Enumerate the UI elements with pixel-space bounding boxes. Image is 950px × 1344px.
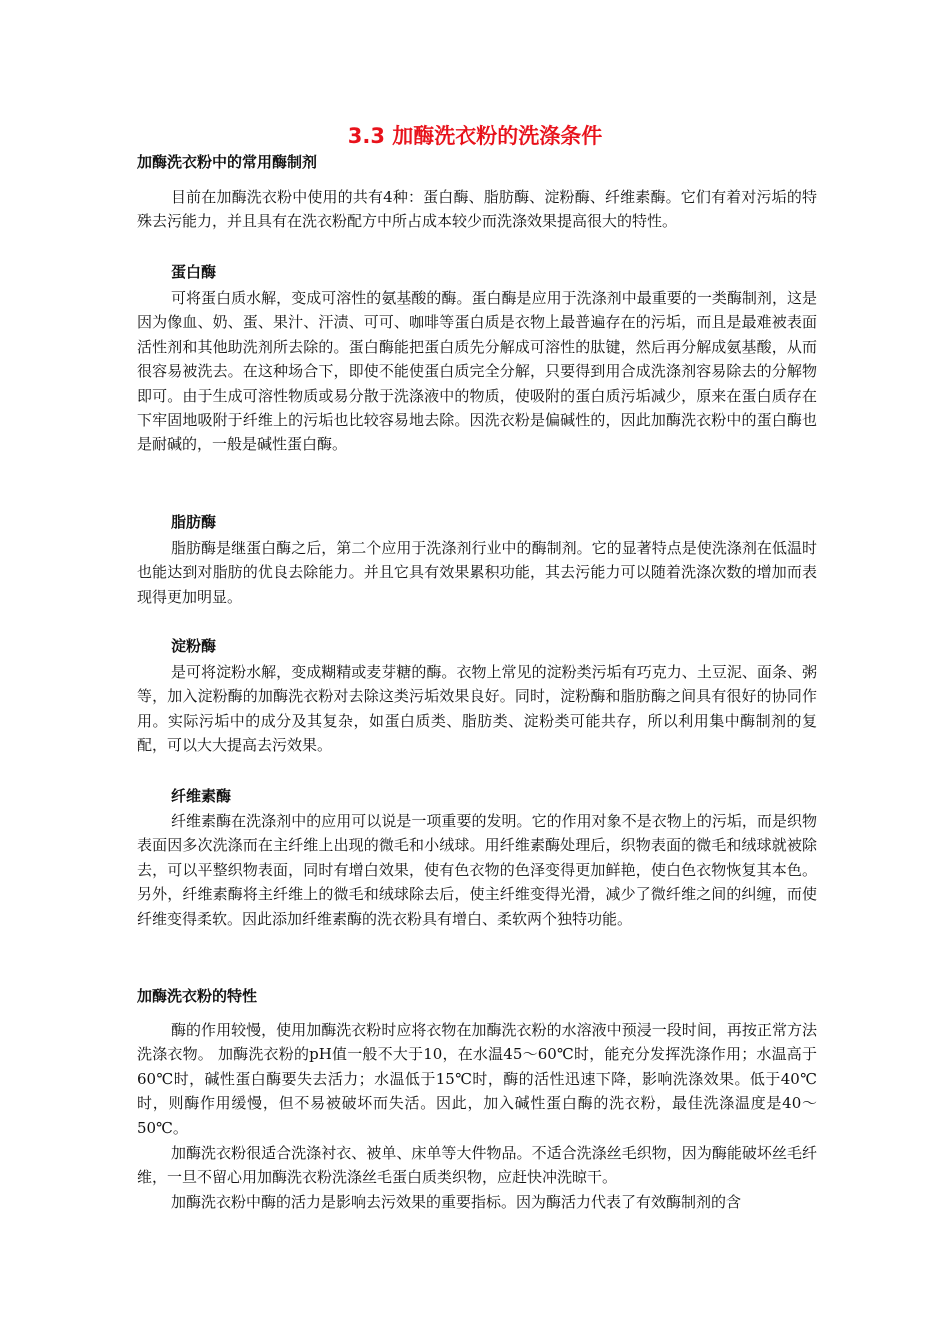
section-heading-common-enzymes: 加酶洗衣粉中的常用酶制剂 — [137, 153, 318, 171]
cellulase-paragraph: 纤维素酶在洗涤剂中的应用可以说是一项重要的发明。它的作用对象不是衣物上的污垢，而是织物表面因多次洗涤而在主纤维上出现的微毛和小绒球。用纤维素酶处理后，织物表面的微毛和绒球就被除去，可以平整织物表面，同时有增白效果，使有色衣物的色泽变得更加鲜艳，使白色衣物恢复其本色。另外，纤维素酶将主纤维上的微毛和绒球除去后，使主纤维变得光滑，减少了微纤维之间的纠缠，而使纤维变得柔软。因此添加纤维素酶的洗衣粉具有增白、柔软两个独特功能。 — [137, 812, 817, 928]
protease-paragraph: 可将蛋白质水解，变成可溶性的氨基酸的酶。蛋白酶是应用于洗涤剂中最重要的一类酶制剂，这是因为像血、奶、蛋、果汁、汗渍、可可、咖啡等蛋白质是衣物上最普遍存在的污垢，而且是最难被表面活性剂和其他助洗剂所去除的。蛋白酶能把蛋白质先分解成可溶性的肽键，然后再分解成氨基酸，从而很容易被洗去。在这种场合下，即使不能使蛋白质完全分解，只要得到用合成洗涤剂容易除去的分解物即可。由于生成可溶性物质或易分散于洗涤液中的物质，使吸附的蛋白质污垢减少，原来在蛋白质存在下牢固地吸附于纤维上的污垢也比较容易地去除。因洗衣粉是偏碱性的，因此加酶洗衣粉中的蛋白酶也是耐碱的，一般是碱性蛋白酶。 — [137, 289, 817, 454]
properties-paragraph-2: 加酶洗衣粉很适合洗涤衬衣、被单、床单等大件物品。不适合洗涤丝毛织物，因为酶能破坏丝毛纤维，一旦不留心用加酶洗衣粉洗涤丝毛蛋白质类织物，应赶快冲洗晾干。 — [137, 1144, 817, 1187]
subheading-protease: 蛋白酶 — [171, 263, 217, 281]
subheading-lipase: 脂肪酶 — [171, 513, 217, 531]
subheading-amylase: 淀粉酶 — [171, 637, 217, 655]
section-heading-properties: 加酶洗衣粉的特性 — [137, 987, 258, 1005]
lipase-paragraph: 脂肪酶是继蛋白酶之后，第二个应用于洗涤剂行业中的酶制剂。它的显著特点是使洗涤剂在低温时也能达到对脂肪的优良去除能力。并且它具有效果累积功能，其去污能力可以随着洗涤次数的增加而表现得更加明显。 — [137, 539, 817, 606]
properties-paragraph-1: 酶的作用较慢，使用加酶洗衣粉时应将衣物在加酶洗衣粉的水溶液中预浸一段时间，再按正常方法洗涤衣物。 加酶洗衣粉的pH值一般不大于10，在水温45～60℃时，能充分发挥洗涤作用；水温高于60℃时，碱性蛋白酶要失去活力；水温低于15℃时，酶的活性迅速下降，影响洗涤效果。低于40℃时，则酶作用缓慢，但不易被破坏而失活。因此，加入碱性蛋白酶的洗衣粉，最佳洗涤温度是40～50℃。 — [137, 1021, 817, 1137]
subheading-cellulase: 纤维素酶 — [171, 787, 232, 805]
properties-paragraph-3: 加酶洗衣粉中酶的活力是影响去污效果的重要指标。因为酶活力代表了有效酶制剂的含 — [171, 1193, 742, 1211]
amylase-paragraph: 是可将淀粉水解，变成糊精或麦芽糖的酶。衣物上常见的淀粉类污垢有巧克力、土豆泥、面条、粥等，加入淀粉酶的加酶洗衣粉对去除这类污垢效果良好。同时，淀粉酶和脂肪酶之间具有很好的协同作用。实际污垢中的成分及其复杂，如蛋白质类、脂肪类、淀粉类可能共存，所以利用集中酶制剂的复配，可以大大提高去污效果。 — [137, 663, 817, 755]
page-title: 3.3 加酶洗衣粉的洗涤条件 — [347, 124, 603, 148]
intro-paragraph: 目前在加酶洗衣粉中使用的共有4种：蛋白酶、脂肪酶、淀粉酶、纤维素酶。它们有着对污垢的特殊去污能力，并且具有在洗衣粉配方中所占成本较少而洗涤效果提高很大的特性。 — [137, 188, 817, 231]
